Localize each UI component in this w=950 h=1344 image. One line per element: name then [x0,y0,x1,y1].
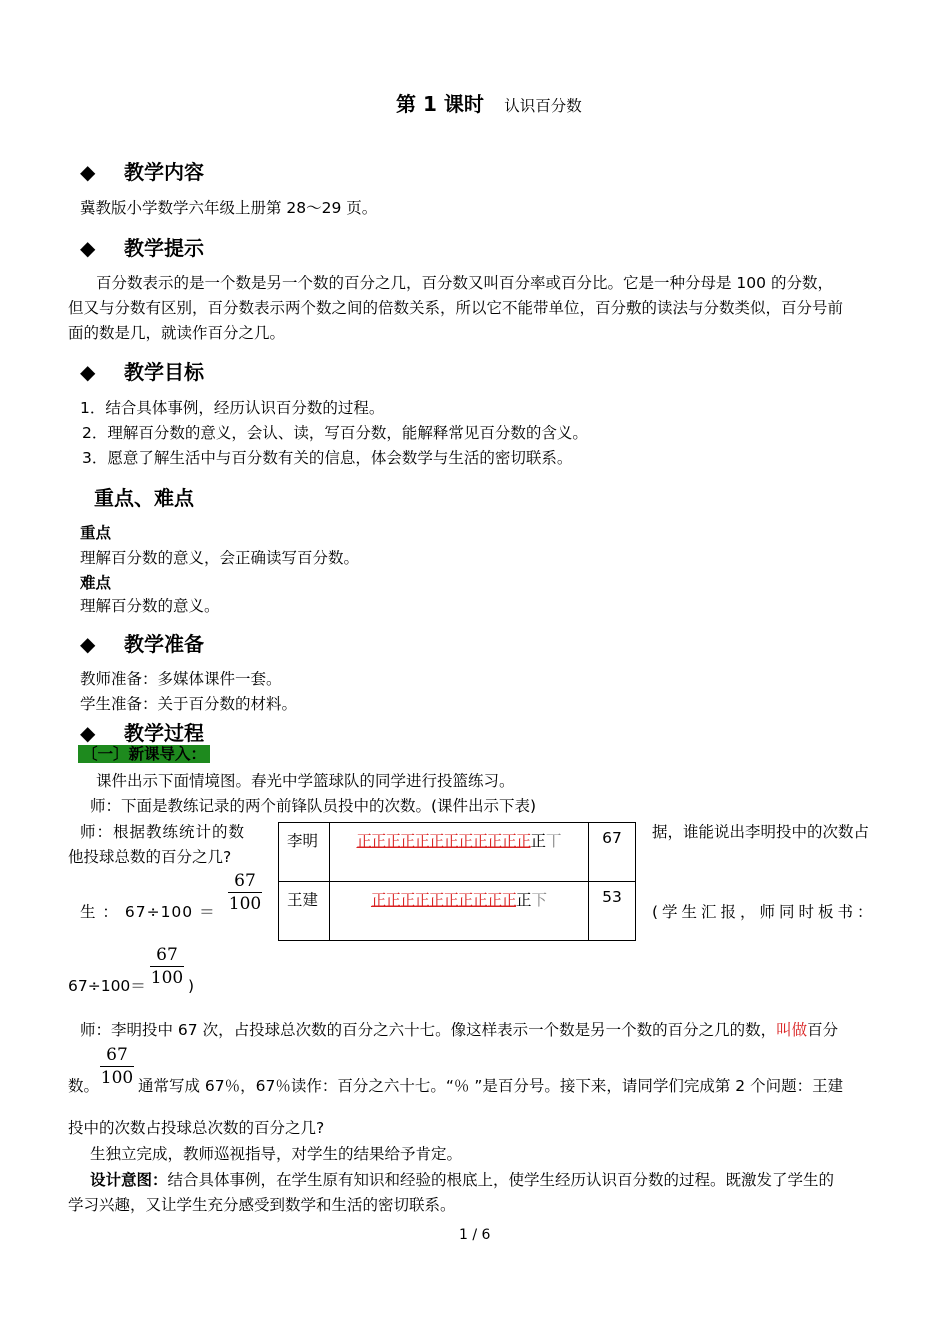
page-title [396,88,582,117]
diamond-icon: ◆ [80,632,96,656]
difficulty-text: 理解百分数的意义。 [80,597,220,615]
prep-teacher: 教师准备：多媒体课件一套。 [80,670,282,688]
count-cell: 53 [589,882,636,941]
prep-student: 学生准备：关于百分数的材料。 [80,695,298,713]
content-text: 冀教版小学数学六年级上册第 28～29 页。 [80,199,378,217]
diamond-icon: ◆ [80,360,96,384]
process-line-2: 师：下面是教练记录的两个前锋队员投中的次数。(课件出示下表) [90,797,537,815]
highlight-term: 叫做 [776,1021,808,1039]
process-line-9: 投中的次数占投球总次数的百分之几? [68,1119,325,1137]
process-line-6a: 67÷100＝ [68,977,146,995]
diamond-icon: ◆ [80,721,96,745]
player-name: 王建 [279,882,330,941]
key-label: 重点 [80,524,112,542]
process-line-4: 他投球总数的百分之几? [68,848,232,866]
section-goals-heading: ◆ 教学目标 [80,360,204,384]
step1-label: 〔一〕新课导入： [78,743,210,765]
title-lesson: 第 1 课时 [396,92,484,116]
process-line-12: 学习兴趣，又让学生充分感受到数学和生活的密切联系。 [68,1196,456,1214]
hint-line-3: 面的数是几，就读作百分之几。 [68,324,286,342]
process-line-1: 课件出示下面情境图。春光中学篮球队的同学进行投篮练习。 [96,772,515,790]
hint-line-2: 但又与分数有区别，百分数表示两个数之间的倍数关系，所以它不能带单位，百分敷的读法与分数类似，百分号前 [68,299,844,317]
page-number: 1 / 6 [459,1227,491,1243]
process-line-7: 师：李明投中 67 次，占投球总次数的百分之六十七。像这样表示一个数是另一个数的百分之几的数，叫做百分 [80,1021,839,1039]
goal-item: 1．结合具体事例，经历认识百分数的过程。 [80,399,385,417]
process-line-3a: 师：根据教练统计的数 [80,823,246,841]
goal-item: 3．愿意了解生活中与百分数有关的信息，体会数学与生活的密切联系。 [82,449,573,467]
tally-table [278,822,636,941]
key-text: 理解百分数的意义，会正确读写百分数。 [80,549,360,567]
process-line-10: 生独立完成，教师巡视指导，对学生的结果给予肯定。 [90,1145,463,1163]
table-row [279,823,636,882]
section-prep-heading: ◆ 教学准备 [80,632,204,656]
fraction-67-100: 67 100 [100,1045,134,1088]
process-line-8a: 数。 [68,1077,100,1095]
tally-cell: 正正正正正正正正正正正正正丅 [330,823,589,882]
section-content-heading: ◆ 教学内容 [80,160,204,184]
process-line-11: 设计意图：结合具体事例，在学生原有知识和经验的根底上，使学生经历认识百分数的过程。既激发了学生的 [90,1171,835,1189]
goal-item: 2．理解百分数的意义，会认、读，写百分数，能解释常见百分数的含义。 [82,424,588,442]
table-row [279,882,636,941]
process-line-5a: 生 ： 67÷100 ＝ [80,903,216,921]
process-line-6b: ) [188,977,195,995]
fraction-67-100: 67 100 [150,945,184,988]
diamond-icon: ◆ [80,160,96,184]
process-line-3b: 据，谁能说出李明投中的次数占 [652,823,870,841]
hint-line-1: 百分数表示的是一个数是另一个数的百分之几，百分数又叫百分率或百分比。它是一种分母是 100 的分数， [96,274,833,292]
section-key-heading: 重点、难点 [94,486,194,510]
process-line-8b: 通常写成 67％，67％读作：百分之六十七。“％ ”是百分号。接下来，请同学们完成第 2 个问题：王建 [138,1077,844,1095]
section-process-heading: ◆ 教学过程 [80,721,204,745]
fraction-67-100: 67 100 [228,871,262,914]
design-intent-label: 设计意图： [90,1171,168,1189]
title-topic: 认识百分数 [504,97,582,115]
process-line-5b: (学生汇报，师同时板书： [652,903,877,921]
section-hint-heading: ◆ 教学提示 [80,236,204,260]
player-name: 李明 [279,823,330,882]
count-cell: 67 [589,823,636,882]
tally-cell: 正正正正正正正正正正正下 [330,882,589,941]
difficulty-label: 难点 [80,574,112,592]
diamond-icon: ◆ [80,236,96,260]
